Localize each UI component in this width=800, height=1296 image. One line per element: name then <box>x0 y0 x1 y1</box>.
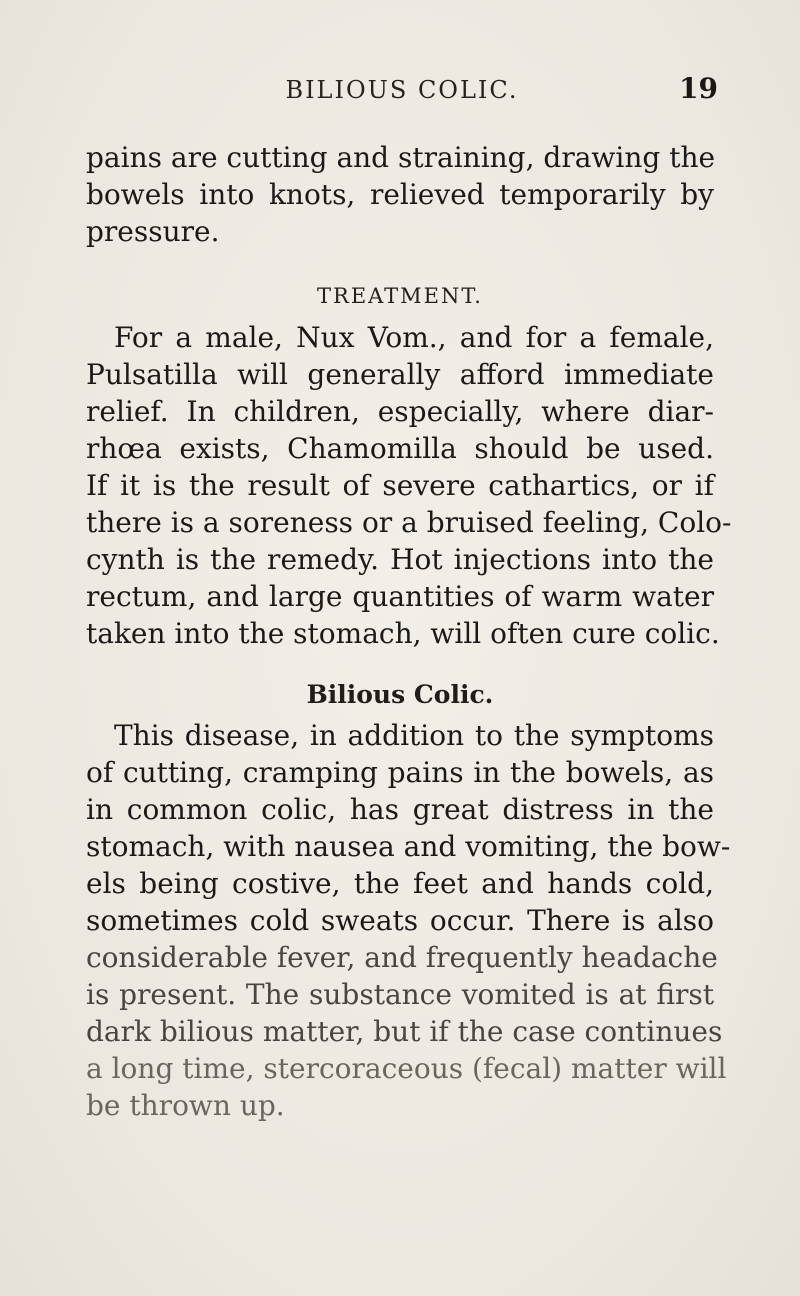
page-number: 19 <box>679 72 718 105</box>
text-line: there is a soreness or a bruised feeling, Colo- <box>86 506 732 539</box>
text-line: is present. The substance vomited is at first <box>86 978 714 1011</box>
text-line: in common colic, has great distress in the <box>86 793 714 826</box>
text-line: Pulsatilla will generally afford immediate <box>86 358 714 391</box>
bilious-colic-heading: Bilious Colic. <box>306 680 494 709</box>
text-line: If it is the result of severe cathartics, or if <box>86 469 714 502</box>
text-line: For a male, Nux Vom., and for a female, <box>114 321 714 354</box>
text-line: be thrown up. <box>86 1089 285 1122</box>
running-title: BILIOUS COLIC. <box>285 76 519 104</box>
text-line: rectum, and large quantities of warm water <box>86 580 714 613</box>
text-line: sometimes cold sweats occur. There is also <box>86 904 714 937</box>
text-line: This disease, in addition to the symptoms <box>114 719 714 752</box>
text-line: taken into the stomach, will often cure colic. <box>86 617 720 650</box>
text-line: rhœa exists, Chamomilla should be used. <box>86 432 714 465</box>
text-line: pressure. <box>86 215 220 248</box>
text-line: considerable fever, and frequently headache <box>86 941 718 974</box>
text-line: dark bilious matter, but if the case continues <box>86 1015 723 1048</box>
text-line: els being costive, the feet and hands cold, <box>86 867 714 900</box>
text-line: of cutting, cramping pains in the bowels, as <box>86 756 714 789</box>
text-line: a long time, stercoraceous (fecal) matter will <box>86 1052 727 1085</box>
text-line: stomach, with nausea and vomiting, the bow- <box>86 830 731 863</box>
treatment-heading: TREATMENT. <box>317 284 483 308</box>
text-line: pains are cutting and straining, drawing the <box>86 141 716 174</box>
running-head <box>86 72 718 108</box>
text-line: relief. In children, especially, where diar- <box>86 395 714 428</box>
text-line: cynth is the remedy. Hot injections into the <box>86 543 714 576</box>
text-line: bowels into knots, relieved temporarily by <box>86 178 714 211</box>
